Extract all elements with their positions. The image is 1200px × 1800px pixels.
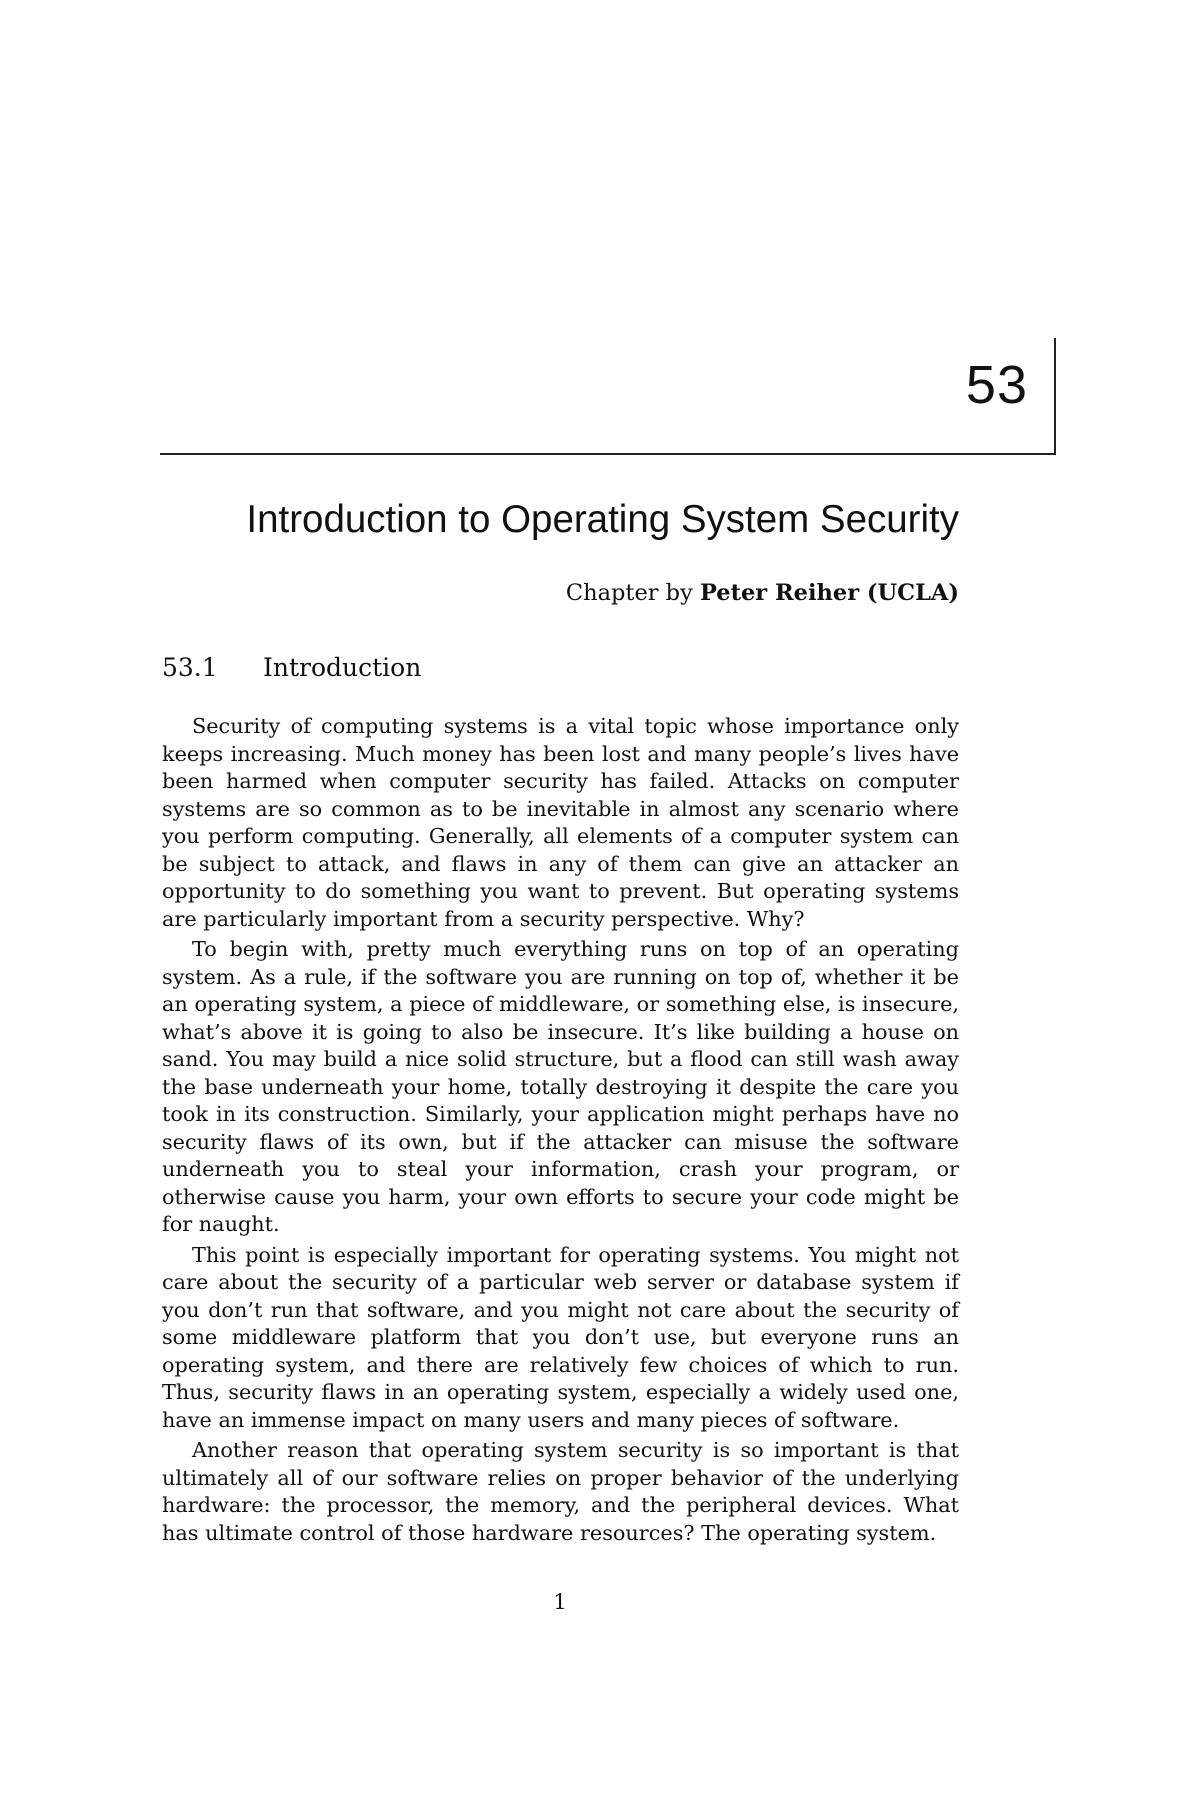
section-title: Introduction: [263, 653, 422, 682]
paragraph: Another reason that operating system security is so important is that ultimately all of our software relies on proper behavior of the underlying hardware: the processor, the memory, and the peripheral devices. What has ultimate control of those hardware resources? The operating system.: [162, 1438, 959, 1545]
paragraph: This point is especially important for operating systems. You might not care about the security of a particular web server or database system if you don’t run that software, and you might not care about the security of some middleware platform that you don’t use, but everyone runs an operating system, and there are relatively few choices of which to run. Thus, security flaws in an operating system, especially a widely used one, have an immense impact on many users and many pieces of software.: [162, 1242, 959, 1432]
page-number: 1: [553, 1590, 567, 1614]
body-text: [162, 713, 959, 1550]
section-number: 53.1: [162, 653, 218, 682]
chapter-number: 53: [965, 355, 1028, 415]
chapter-byline: [224, 579, 959, 608]
section-heading: [162, 652, 421, 685]
byline-author: Peter Reiher (UCLA): [699, 580, 959, 606]
paragraph: To begin with, pretty much everything runs on top of an operating system. As a rule, if the software you are running on top of, whether it be an operating system, a piece of middleware, or something else, is insecure, what’s above it is going to also be insecure. It’s like building a house on sand. You may build a nice solid structure, but a flood can still wash away the base underneath your home, totally destroying it despite the care you took in its construction. Similarly, your application might perhaps have no security flaws of its own, but if the attacker can misuse the software underneath you to steal your information, crash your program, or otherwise cause you harm, your own efforts to secure your code might be for naught.: [162, 937, 959, 1236]
paragraph: Security of computing systems is a vital topic whose importance only keeps increasing. Much money has been lost and many people’s lives have been harmed when computer security has failed. Attacks on computer systems are so common as to be inevitable in almost any scenario where you perform computing. Generally, all elements of a computer system can be subject to attack, and flaws in any of them can give an attacker an opportunity to do something you want to prevent. But operating systems are particularly important from a security perspective. Why?: [162, 714, 959, 931]
chapter-number-frame: [160, 338, 1056, 455]
chapter-title: Introduction to Operating System Security: [246, 498, 959, 541]
byline-prefix: Chapter by: [565, 580, 700, 606]
